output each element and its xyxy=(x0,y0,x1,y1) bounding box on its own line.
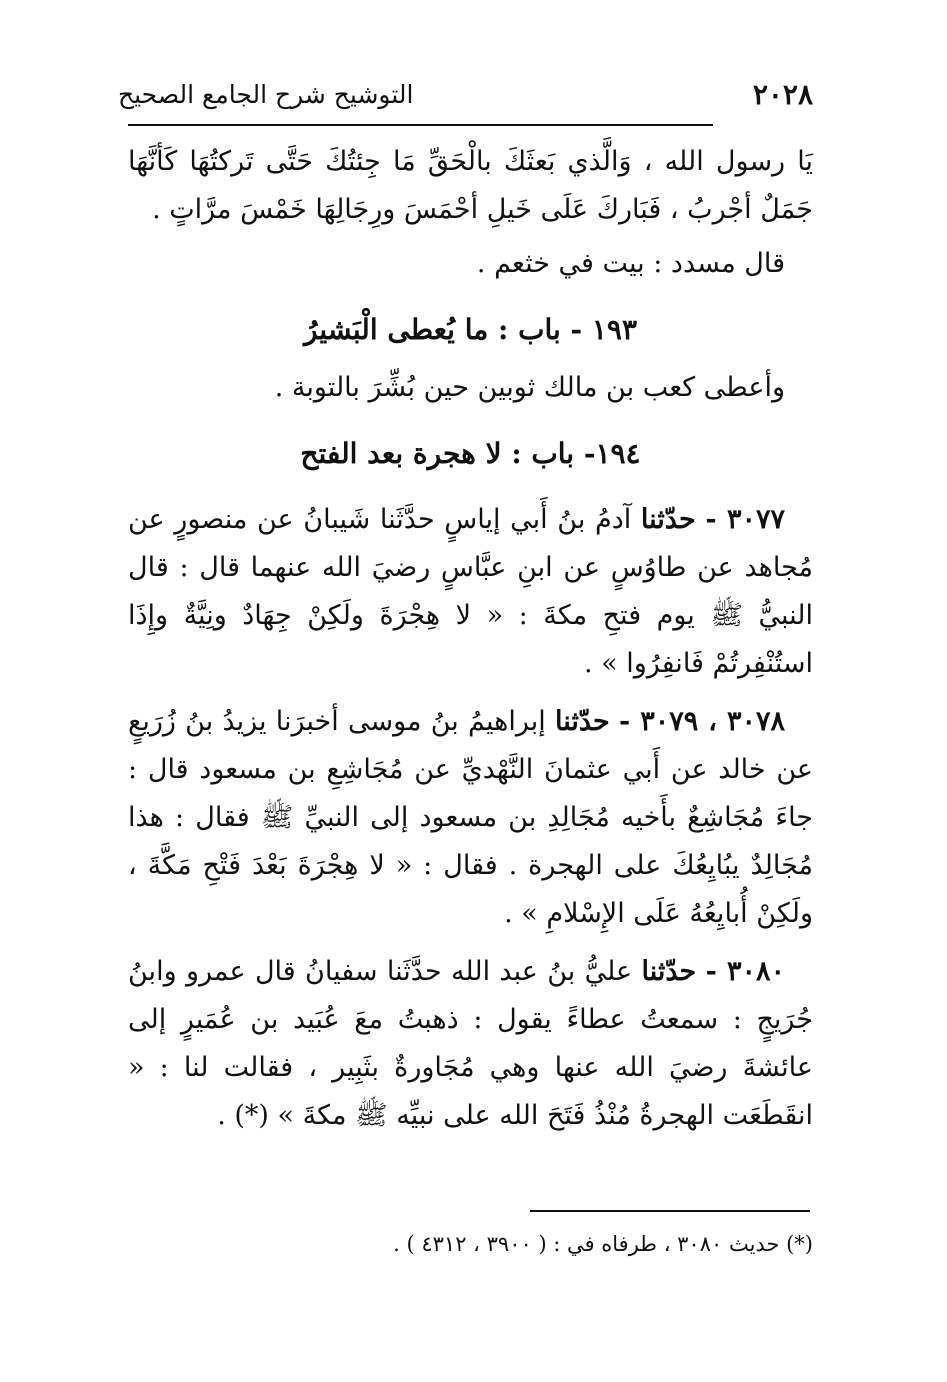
hadith-text: عليُّ بنُ عبد الله حدَّثَنا سفيانُ قال عمرو وابنُ جُرَيجٍ : سمعتُ عطاءً يقول : ذهبتُ معَ عُبَيد بن عُمَيرٍ إلى عائشةَ رضيَ الله عنها وهي مُجَاورةٌ بثَبِير ، فقالت لنا : « انقَطَعَت الهجرةُ مُنْذُ فَتَحَ الله على نبيِّه ﷺ مكةَ » (*) . xyxy=(128,956,813,1131)
main-text xyxy=(128,138,813,1140)
paragraph-continuation: يَا رسول الله ، وَالَّذي بَعثَكَ بالْحَقِّ مَا جِئتُكَ حَتَّى تَركتُهَا كَأنَّهَا جَمَلٌ أجْربُ ، فَبَاركَ عَلَى خَيلِ أحْمَسَ ورِجَالِهَا خَمْسَ مرَّاتٍ . xyxy=(128,146,813,225)
hadith-keyword: حدّثنا xyxy=(641,956,697,987)
hadith-number: ٣٠٨٠ - xyxy=(705,956,785,987)
hadith-text: إبراهيمُ بنُ موسى أخبرَنا يزيدُ بنُ زُرَيعٍ عن خالد عن أَبي عثمانَ النَّهْديِّ عن مُجَاشِعِ بن مسعود قال : جاءَ مُجَاشِعٌ بأَخيه مُجَالِدِ بن مسعود إلى النبيِّ ﷺ فقال : هذا مُجَالِدٌ يبُايِعُكَ على الهجرة . فقال : « لا هِجْرَةَ بَعْدَ فَتْحِ مَكَّةَ ، ولَكِنْ أُبايِعُهُ عَلَى الإِسْلامِ » . xyxy=(128,706,813,929)
footnote: (*) حديث ٣٠٨٠ ، طرفاه في : ( ٣٩٠٠ ، ٤٣١٢ ) . xyxy=(393,1232,813,1256)
page-header xyxy=(118,78,813,118)
chapter-heading-194: ١٩٤- باب : لا هجرة بعد الفتح xyxy=(300,437,641,470)
hadith-text: آدمُ بنُ أَبي إياسٍ حدَّثَنا شَيبانُ عن منصورٍ عن مُجاهد عن طاوُسٍ عن ابنِ عبَّاسٍ رضيَ الله عنهما قال : قال النبيُّ ﷺ يوم فتحِ مكةَ : « لا هِجْرَةَ ولَكِنْ جِهَادٌ ونِيَّةٌ وإِذَا استُنْفِرتُمْ فَانفِرُوا » . xyxy=(128,504,813,679)
footnote-rule xyxy=(530,1210,810,1212)
hadith-3077 xyxy=(128,496,813,688)
page-number: ٢٠٢٨ xyxy=(752,78,813,111)
hadith-number: ٣٠٧٧ - xyxy=(705,504,785,535)
hadith-3080 xyxy=(128,948,813,1140)
paragraph-note: قال مسدد : بيت في خثعم . xyxy=(476,248,785,279)
paragraph-193: وأعطى كعب بن مالك ثوبين حين بُشِّرَ بالتوبة . xyxy=(274,372,785,403)
running-title: التوشيح شرح الجامع الصحيح xyxy=(118,80,414,109)
hadith-3078 xyxy=(128,698,813,938)
chapter-heading-193: ١٩٣ - باب : ما يُعطى الْبَشيرُ xyxy=(303,313,638,346)
hadith-keyword: حدّثنا xyxy=(554,706,610,737)
header-rule xyxy=(128,124,713,126)
hadith-keyword: حدّثنا xyxy=(640,504,696,535)
hadith-number: ٣٠٧٨ ، ٣٠٧٩ - xyxy=(618,706,785,737)
